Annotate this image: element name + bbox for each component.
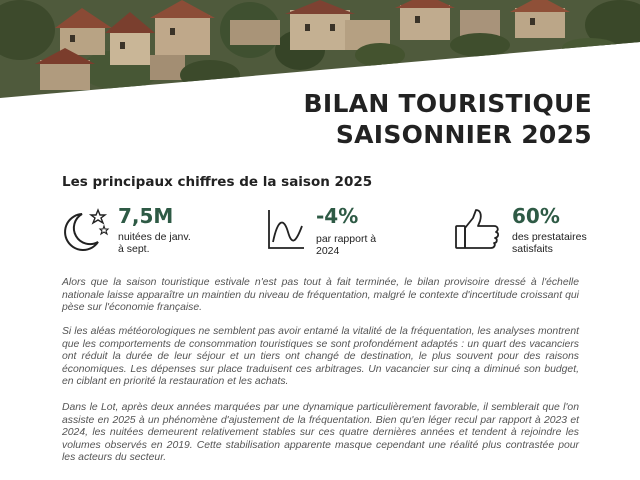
stat-value: -4% [316, 204, 359, 228]
stat-label: par rapport à 2024 [316, 233, 377, 257]
paragraph-behaviour: Si les aléas météorologiques ne semblent pas avoir entamé la vitalité de la fréquentation, les analyses montrent que les comportements de consommation touristiques se sont profondément adaptés : un quart des vacanciers ont réduit la durée de leur séjour et un tiers ont changé de destination, le plus souvent pour des raisons économiques. Les dépenses sur place traduisent ces arbitrages. Un vacancier sur cinq a diminué son budget, en ciblant en priorité la restauration et les achats. [62, 326, 579, 388]
moon-stars-icon [60, 208, 110, 259]
trend-curve-icon [266, 208, 306, 257]
stat-value: 60% [512, 204, 560, 228]
paragraph-national: Alors que la saison touristique estivale n'est pas tout à fait terminée, le bilan provisoire dressé à l'échelle nationale laisse apparaître un maintien du niveau de fréquentation, malgré le contexte d'incertitude croissant qui pèse sur l'économie française. [62, 277, 579, 314]
title-line-1: BILAN TOURISTIQUE [303, 89, 592, 118]
stat-value: 7,5M [118, 204, 174, 228]
title-line-2: SAISONNIER 2025 [335, 120, 592, 149]
paragraph-lot: Dans le Lot, après deux années marquées par une dynamique particulièrement favorable, il semblerait que l'on assiste en 2025 à un phénomène d'ajustement de la fréquentation. Bien qu'en léger recul par rapport à 2023 et 2024, les nuitées demeurent relativement stables sur ces quatre dernières années et tendent à rejoindre les volumes observés en 2019. Cette stabilisation apparente masque cependant une réalité plus contrastée pour les acteurs du secteur. [62, 402, 579, 464]
section-heading: Les principaux chiffres de la saison 2025 [62, 174, 373, 190]
stat-label: nuitées de janv. à sept. [118, 231, 191, 255]
thumbs-up-icon [454, 208, 502, 257]
page-title [303, 88, 592, 150]
stat-label: des prestataires satisfaits [512, 231, 587, 255]
